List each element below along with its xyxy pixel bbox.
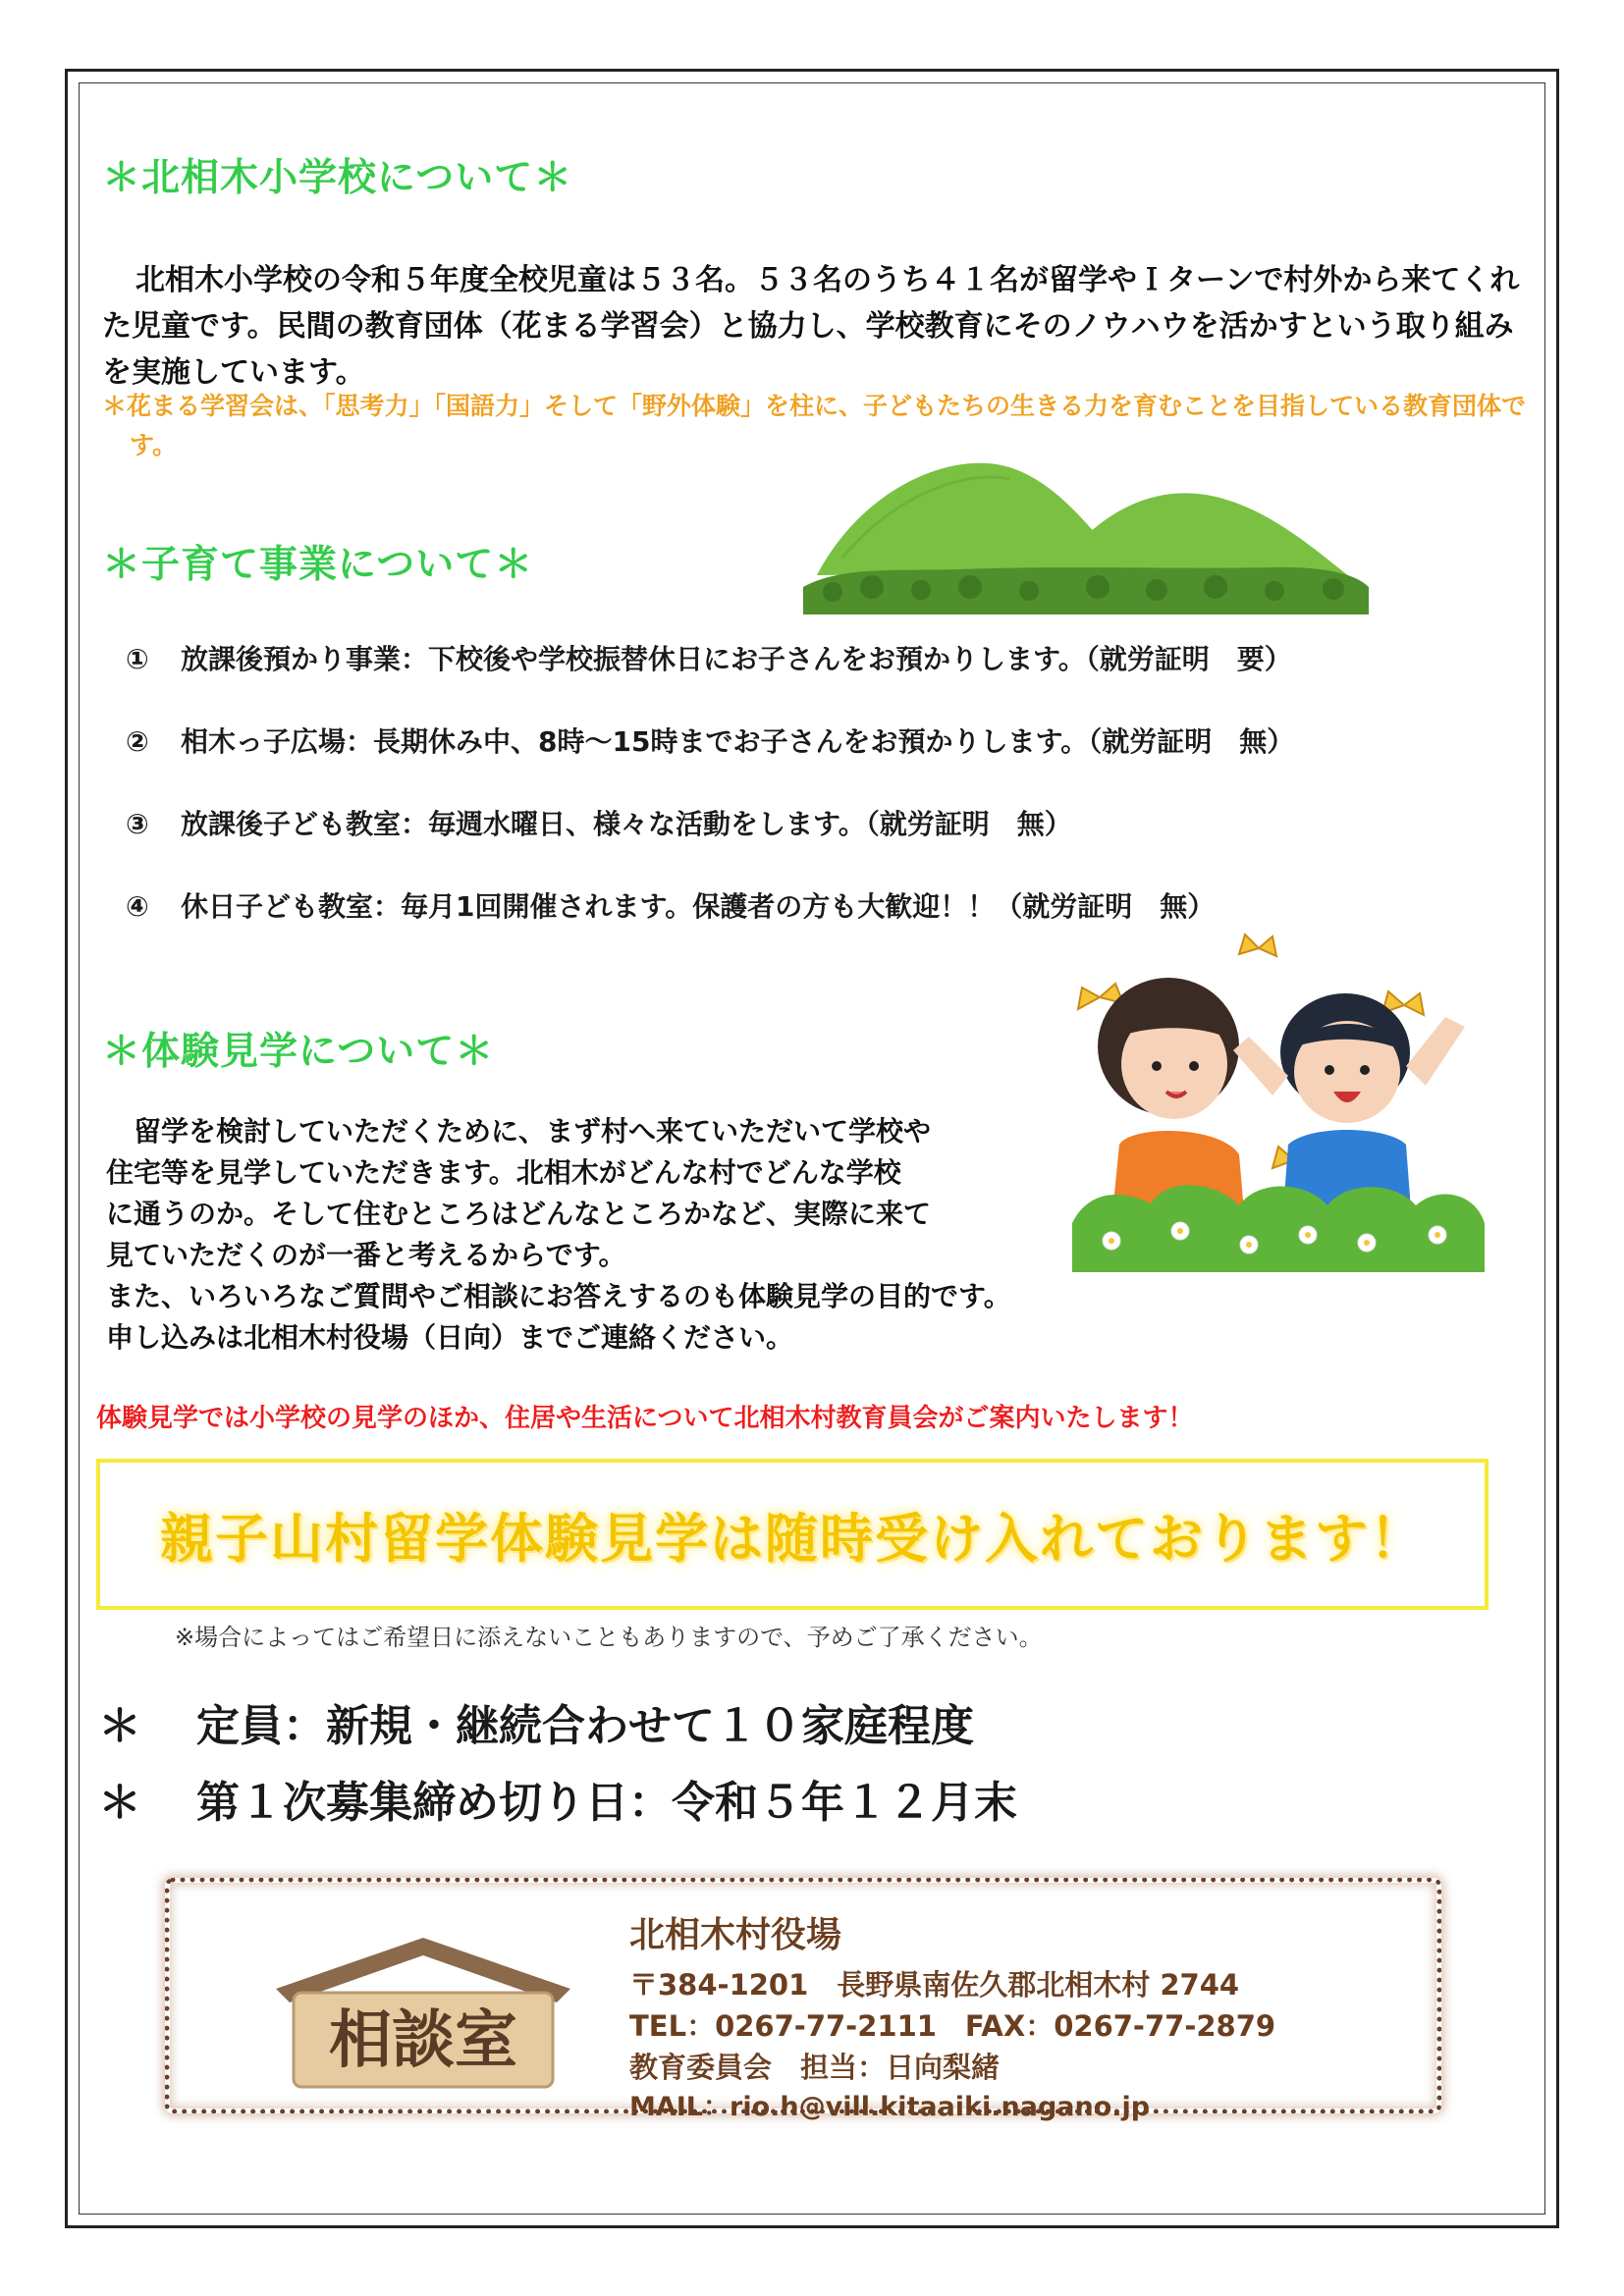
visit-heading: ＊体験見学について＊ <box>102 1030 495 1074</box>
bullet-star: ＊ <box>98 1701 141 1751</box>
childcare-item-text: 放課後預かり事業：下校後や学校振替休日にお子さんをお預かりします。（就労証明 要） <box>181 643 1292 675</box>
consultation-room-sign-icon <box>266 1934 580 2091</box>
visit-line: 留学を検討していただくために、まず村へ来ていただいて学校や <box>106 1115 932 1148</box>
contact-mail: MAIL：rio.h@vill.kitaaiki.nagano.jp <box>629 2092 1151 2122</box>
visit-paragraph <box>106 1111 1137 1359</box>
childcare-item <box>126 638 1294 721</box>
contact-tel-fax: TEL：0267-77-2111 FAX：0267-77-2879 <box>629 2009 1276 2043</box>
school-paragraph: 北相木小学校の令和５年度全校児童は５３名。５３名のうち４１名が留学やＩターンで村外から来てくれた児童です。民間の教育団体（花まる学習会）と協力し、学校教育にそのノウハウを活かすという取り組みを実施しています。 <box>102 263 1520 390</box>
school-heading: ＊北相木小学校について＊ <box>102 156 573 200</box>
childcare-item-text: 放課後子ども教室：毎週水曜日、様々な活動をします。（就労証明 無） <box>181 808 1072 840</box>
visit-line: 住宅等を見学していただきます。北相木がどんな村でどんな学校 <box>106 1156 901 1189</box>
childcare-item <box>126 803 1294 885</box>
school-note: ＊花まる学習会は、「思考力」「国語力」そして「野外体験」を柱に、子どもたちの生きる力を育むことを目指している教育団体です。 <box>102 392 1527 459</box>
banner-note: ※場合によってはご希望日に添えないこともありますので、予めご了承ください。 <box>175 1624 1043 1651</box>
capacity-line <box>98 1690 974 1753</box>
visit-red-note: 体験見学では小学校の見学のほか、住居や生活について北相木村教育員会がご案内いたします！ <box>96 1404 1194 1433</box>
visit-line: また、いろいろなご質問やご相談にお答えするのも体験見学の目的です。 <box>106 1280 1011 1312</box>
contact-person: 教育委員会 担当：日向梨緒 <box>629 2051 1001 2084</box>
childcare-item-number: ④ <box>126 890 149 923</box>
childcare-heading: ＊子育て事業について＊ <box>102 543 534 587</box>
childcare-list <box>126 638 1294 968</box>
hills-illustration <box>803 450 1369 616</box>
contact-title: 北相木村役場 <box>629 1915 842 1955</box>
visit-line: に通うのか。そして住むところはどんなところかなど、実際に来て <box>106 1198 932 1230</box>
deadline-line <box>98 1767 1017 1830</box>
contact-box <box>165 1878 1441 2122</box>
contact-address: 〒384-1201 長野県南佐久郡北相木村 2744 <box>629 1968 1240 2002</box>
childcare-item-text: 相木っ子広場：長期休み中、8時～15時までお子さんをお預かりします。（就労証明 無） <box>181 725 1295 758</box>
visit-line: 申し込みは北相木村役場（日向）までご連絡ください。 <box>106 1321 794 1354</box>
visit-line: 見ていただくのが一番と考えるからです。 <box>106 1239 626 1271</box>
bullet-star: ＊ <box>98 1778 141 1828</box>
deadline-text: 第１次募集締め切り日：令和５年１２月末 <box>196 1778 1017 1828</box>
childcare-item-number: ③ <box>126 808 149 840</box>
childcare-item-number: ① <box>126 643 149 675</box>
childcare-item-text: 休日子ども教室：毎月1回開催されます。保護者の方も大歓迎！！（就労証明 無） <box>181 890 1216 923</box>
childcare-item-number: ② <box>126 725 149 758</box>
childcare-item <box>126 721 1294 803</box>
capacity-text: 定員：新規・継続合わせて１０家庭程度 <box>196 1701 974 1751</box>
sign-label: 相談室 <box>329 2004 517 2077</box>
visit-banner <box>96 1459 1489 1610</box>
banner-text: 親子山村留学体験見学は随時受け入れております！ <box>160 1507 1425 1570</box>
